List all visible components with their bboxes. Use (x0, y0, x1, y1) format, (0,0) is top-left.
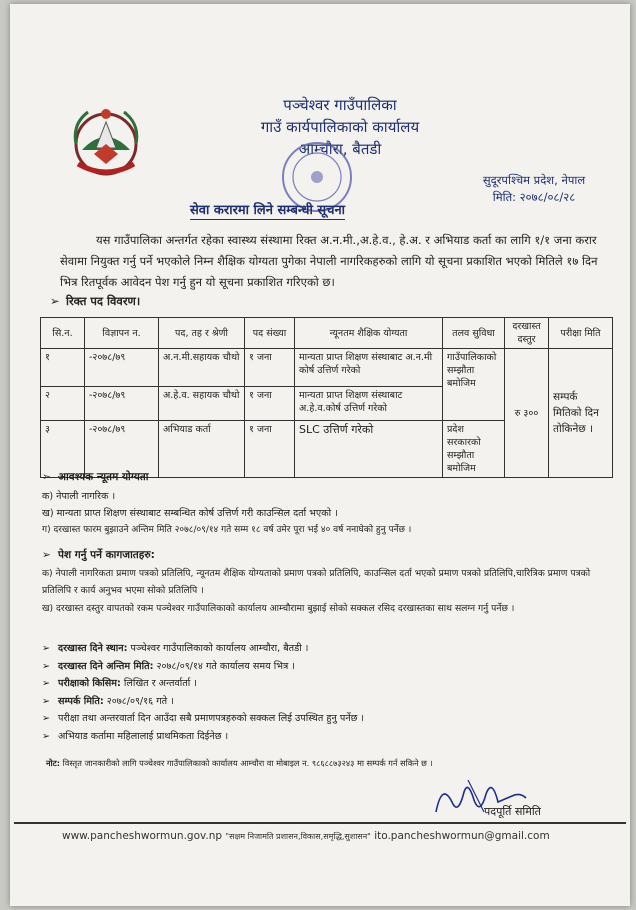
province-line: सुदूरपश्चिम प्रदेश, नेपाल (482, 173, 586, 187)
list-item: ➢ सम्पर्क मिति: २०७८/०९/१६ गते । (42, 693, 364, 711)
notice-intro: यस गाउँपालिका अन्तर्गत रहेका स्वास्थ्य संस्थामा रिक्त अ.न.मी.,अ.हे.व., हे.अ. र अभियाड कर्ता का लागि १/१ जना करार सेवामा नियुक्त गर्नु पर्ने भएकोले निम्न शैक्षिक योग्यता पुगेका नेपाली नागरिकहरुको लागि यो सूचना प्रकाशित भएको मितिले १७ दिन भित्र रितपूर्वक आवेदन पेश गर्नु हुन यो सूचना प्रकाशित गरिएको छ। (60, 233, 598, 289)
email-link[interactable]: ito.pancheshwormun@gmail.com (374, 830, 550, 842)
notice-page (10, 4, 630, 906)
list-item: ➢ परीक्षा तथा अन्तरवार्ता दिन आउँदा सबै प्रमाणपत्रहरुको सक्कल लिई उपस्थित हुनु पर्नेछ । (42, 710, 364, 728)
list-item: ➢ दरखास्त दिने स्थान: पञ्चेश्वर गाउँपालिकाको कार्यालय आम्चौरा, बैतडी । (42, 640, 364, 658)
column-header: पद संख्या (245, 318, 295, 349)
notice-subject: सेवा करारमा लिने सम्बन्धी सूचना (190, 200, 345, 220)
fee-cell: रु ३०० (505, 349, 549, 478)
office-location: आम्चौरा, बैतडी (298, 140, 382, 158)
documents-heading: ➢ पेश गर्नु पर्ने कागजातहरु: (42, 549, 155, 561)
footer (62, 830, 550, 842)
table-cell: ३ (41, 421, 85, 478)
signatory-committee: पदपूर्ति समिति (484, 805, 541, 818)
table-row (41, 349, 613, 387)
exam-date-cell: सम्पर्क मितिको दिन तोकिनेछ । (549, 349, 613, 478)
column-header: सि.न. (41, 318, 85, 349)
qualification-heading: ➢ आवश्यक न्यूतम योग्यता (42, 471, 149, 483)
table-cell: १ जना (245, 387, 295, 421)
table-cell: २ (41, 387, 85, 421)
table-cell: SLC उत्तिर्ण गरेको (295, 421, 443, 478)
table-cell: १ जना (245, 349, 295, 387)
list-item: क) नेपाली नागरिक । (42, 491, 116, 502)
contact-note: नोट: विस्तृत जानकारीको लागि पञ्चेश्वर गाउँपालिकाको कार्यालय आम्चौरा वा मोबाइल न. ९८६८८७३२४३ मा सम्पर्क गर्न सकिने छ । (46, 758, 433, 768)
list-item: ➢ दरखास्त दिने अन्तिम मिति: २०७८/०९/१४ गते कार्यालय समय भित्र । (42, 658, 364, 676)
list-item: ➢ परीक्षाको किसिम: लिखित र अन्तर्वार्ता । (42, 675, 364, 693)
list-item: ख) मान्यता प्राप्त शिक्षण संस्थाबाट सम्बन्धित कोर्ष उत्तिर्ण गरी काउन्सिल दर्ता भएको । (42, 508, 338, 519)
municipality-name: पञ्चेश्वर गाउँपालिका (283, 96, 397, 114)
arrow-bullet-icon: ➢ (42, 678, 51, 689)
column-header: दरखास्त दस्तुर (505, 318, 549, 349)
table-cell: -२०७८/७९ (85, 349, 159, 387)
column-header: पद, तह र श्रेणी (159, 318, 245, 349)
motto-text: "सक्षम निजामति प्रशासन,विकास,समृद्धि,सुशासन" (225, 832, 371, 841)
table-cell: मान्यता प्राप्त शिक्षण संस्थाबाट अ.हे.व.कोर्ष उत्तिर्ण गरेको (295, 387, 443, 421)
qualification-list (42, 488, 411, 539)
table-cell: -२०७८/७९ (85, 387, 159, 421)
column-header: तलव सुविधा (443, 318, 505, 349)
list-item: ➢ अभियाड कर्तामा महिलालाई प्राथमिकता दिईनेछ । (42, 728, 364, 746)
column-header: परीक्षा मिति (549, 318, 613, 349)
arrow-bullet-icon: ➢ (50, 294, 60, 308)
dispatch-info (448, 172, 620, 206)
table-cell: १ (41, 349, 85, 387)
table-cell: गाउँपालिकाको सम्झौता बमोजिम (443, 349, 505, 421)
details-list (42, 640, 364, 745)
table-header-row (41, 318, 613, 349)
notice-date: मिति: २०७८/०८/२८ (492, 190, 576, 204)
nepal-government-emblem-icon (68, 104, 144, 182)
documents-item-1: क) नेपाली नागरिकता प्रमाण पत्रको प्रतिलिपि, न्यूनतम शैक्षिक योग्यताको प्रमाण पत्रको प्रतिलिपि, काउन्सिल दर्ता भएको प्रमाण पत्रको प्रतिलिपि,चारित्रिक प्रमाण पत्रको प्रतिलिपि र कार्य अनुभव भएमा सोको प्रतिलिपि । (42, 568, 591, 596)
arrow-bullet-icon: ➢ (42, 549, 51, 561)
arrow-bullet-icon: ➢ (42, 660, 51, 672)
arrow-bullet-icon: ➢ (42, 471, 51, 483)
table-cell: -२०७८/७९ (85, 421, 159, 478)
list-item: ग) दरखास्त फारम बुझाउने अन्तिम मिति २०७८/०९/१४ गते सम्म १८ वर्ष उमेर पूरा भई ४० वर्ष ननाघेको हुनु पर्नेछ । (42, 525, 412, 535)
table-cell: अभियाड कर्ता (159, 421, 245, 478)
column-header: विज्ञापन न. (85, 318, 159, 349)
arrow-bullet-icon: ➢ (42, 643, 51, 654)
office-name: गाउँ कार्यपालिकाको कार्यालय (260, 118, 420, 136)
vacancy-heading: ➢ रिक्त पद विवरण। (50, 294, 141, 308)
website-link[interactable]: www.pancheshwormun.gov.np (62, 830, 223, 842)
vacancy-table (40, 317, 613, 478)
footer-divider (14, 822, 626, 824)
column-header: न्यूनतम शैक्षिक योग्यता (295, 318, 443, 349)
documents-item-2: ख) दरखास्त दस्तुर वापतको रकम पञ्चेश्वर गाउँपालिकाको कार्यालय आम्चौरामा बुझाई सोको सक्कल रसिद दरखास्तका साथ सलग्न गर्नु पर्नेछ । (42, 603, 515, 614)
table-cell: प्रदेश सरकारको सम्झौता बमोजिम (443, 421, 505, 478)
table-cell: अ.हे.व. सहायक चौथो (159, 387, 245, 421)
table-cell: १ जना (245, 421, 295, 478)
arrow-bullet-icon: ➢ (42, 730, 51, 742)
table-cell: मान्यता प्राप्त शिक्षण संस्थाबाट अ.न.मी कोर्ष उत्तिर्ण गरेको (295, 349, 443, 387)
table-cell: अ.न.मी.सहायक चौथो (159, 349, 245, 387)
arrow-bullet-icon: ➢ (42, 713, 51, 724)
arrow-bullet-icon: ➢ (42, 695, 51, 707)
